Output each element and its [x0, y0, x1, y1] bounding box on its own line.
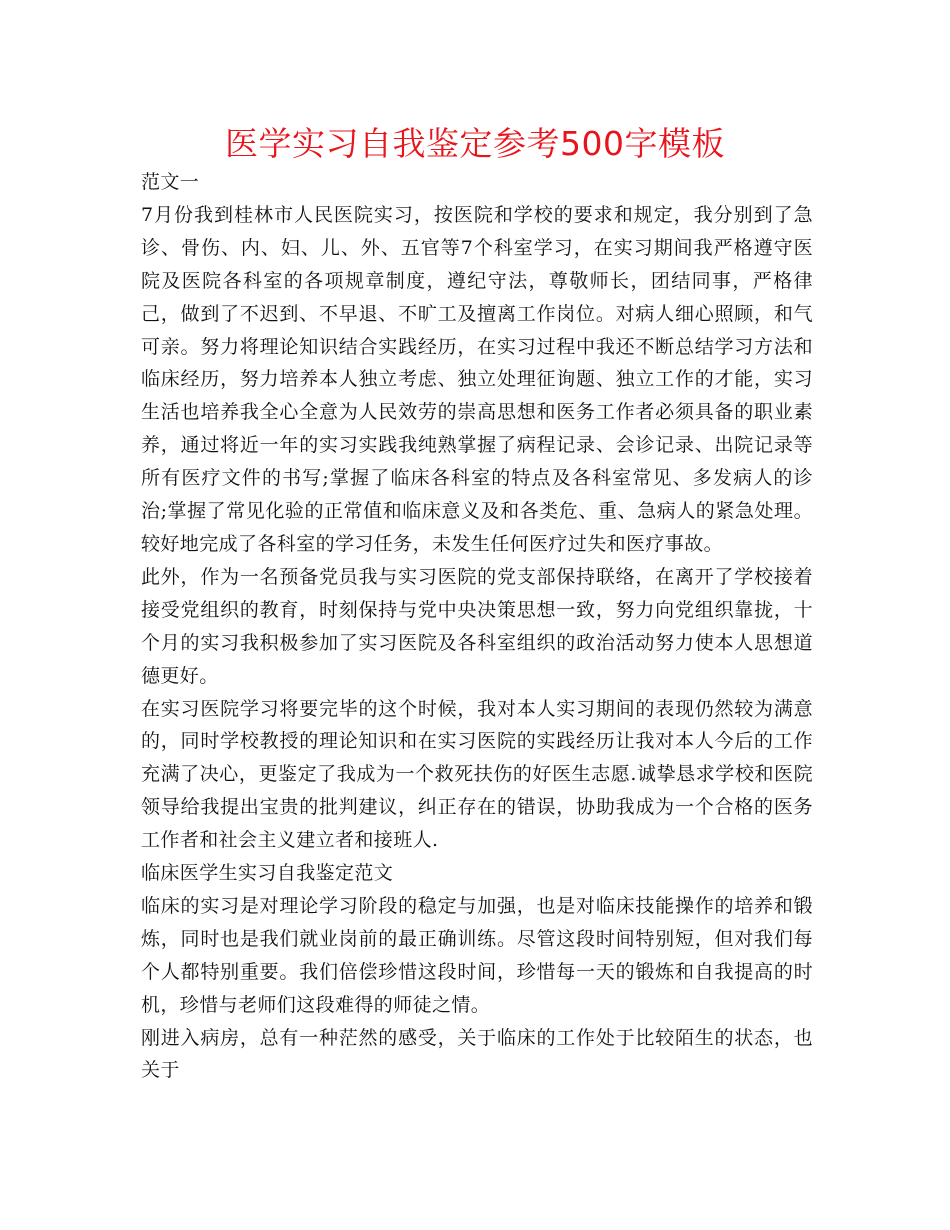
paragraph-party-member: 此外，作为一名预备党员我与实习医院的党支部保持联络，在离开了学校接着接受党组织的教育，时刻保持与党中央决策思想一致，努力向党组织靠拢，十个月的实习我积极参加了实习医院及各科室组织的政治活动努力使本人思想道德更好。	[141, 565, 813, 687]
paragraph-ward-entry: 刚进入病房，总有一种茫然的感受，关于临床的工作处于比较陌生的状态，也关于	[141, 1026, 813, 1082]
section-heading-clinical: 临床医学生实习自我鉴定范文	[141, 862, 394, 885]
paragraph-clinical-practice: 临床的实习是对理论学习阶段的稳定与加强，也是对临床技能操作的培养和锻炼，同时也是我们就业岗前的最正确训练。尽管这段时间特别短，但对我们每个人都特别重要。我们倍偿珍惜这段时间，珍惜每一天的锻炼和自我提高的时机，珍惜与老师们这段难得的师徒之情。	[141, 894, 813, 1016]
section-heading-fanwen-1: 范文一	[141, 171, 200, 193]
paragraph-internship-summary: 7月份我到桂林市人民医院实习，按医院和学校的要求和规定，我分别到了急诊、骨伤、内、妇、儿、外、五官等7个科室学习，在实习期间我严格遵守医院及医院各科室的各项规章制度，遵纪守法，尊敬师长，团结同事，严格律己，做到了不迟到、不早退、不旷工及擅离工作岗位。对病人细心照顾，和气可亲。努力将理论知识结合实践经历，在实习过程中我还不断总结学习方法和临床经历，努力培养本人独立考虑、独立处理征询题、独立工作的才能，实习生活也培养我全心全意为人民效劳的崇高思想和医务工作者必须具备的职业素养，通过将近一年的实习实践我纯熟掌握了病程记录、会诊记录、出院记录等所有医疗文件的书写;掌握了临床各科室的特点及各科室常见、多发病人的诊治;掌握了常见化验的正常值和临床意义及和各类危、重、急病人的紧急处理。较好地完成了各科室的学习任务，未发生任何医疗过失和医疗事故。	[141, 203, 813, 555]
document-body	[141, 166, 813, 1087]
paragraph-self-evaluation: 在实习医院学习将要完毕的这个时候，我对本人实习期间的表现仍然较为满意的，同时学校教授的理论知识和在实习医院的实践经历让我对本人今后的工作充满了决心，更鉴定了我成为一个救死扶伤的好医生志愿.诚挚恳求学校和医院领导给我提出宝贵的批判建议，纠正存在的错误，协助我成为一个合格的医务工作者和社会主义建立者和接班人.	[141, 697, 813, 852]
document-title: 医学实习自我鉴定参考500字模板	[225, 124, 725, 163]
